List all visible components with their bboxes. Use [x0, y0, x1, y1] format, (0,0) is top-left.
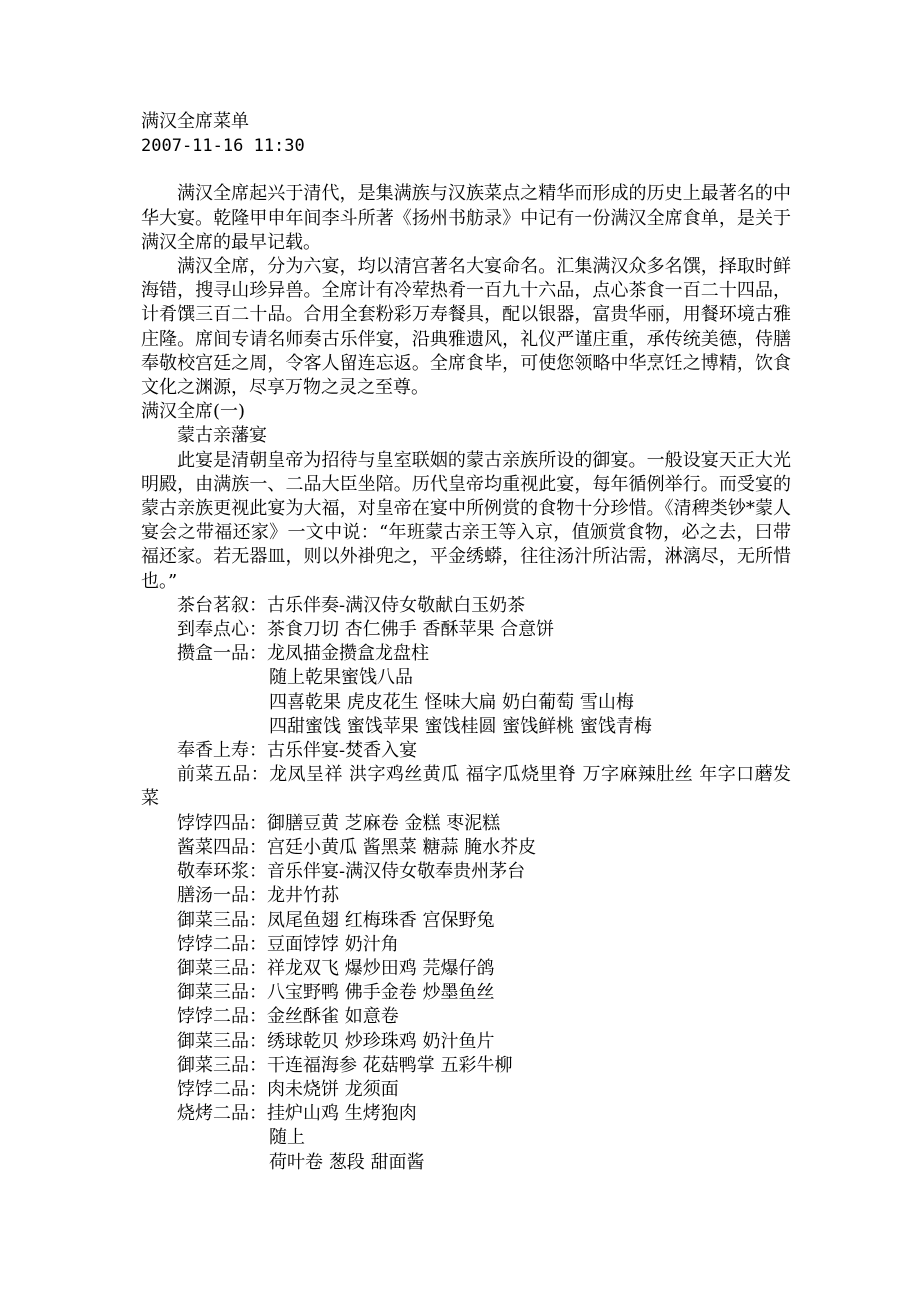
document-title: 满汉全席菜单	[141, 111, 249, 132]
menu-item-label: 酱菜四品：	[177, 836, 267, 858]
menu-item	[141, 909, 791, 933]
menu-item-dishes: 凤尾鱼翅 红梅珠香 宫保野兔	[267, 909, 495, 931]
menu-item-dishes: 龙井竹荪	[267, 885, 339, 907]
menu-item	[141, 1054, 791, 1078]
blank-line	[141, 158, 791, 182]
menu-item-dishes: 挂炉山鸡 生烤狍肉	[267, 1103, 417, 1125]
menu-item	[141, 836, 791, 860]
menu-item-label: 饽饽二品：	[177, 933, 267, 955]
menu-item-label: 饽饽二品：	[177, 1006, 267, 1028]
menu-item-label: 攒盒一品：	[177, 643, 267, 665]
menu-item-dishes: 茶食刀切 杏仁佛手 香酥苹果 合意饼	[267, 619, 555, 641]
menu-item-label: 饽饽四品：	[177, 812, 267, 834]
menu-item	[141, 739, 791, 763]
menu-item-dishes: 四喜乾果 虎皮花生 怪味大扁 奶白葡萄 雪山梅	[269, 691, 634, 713]
menu-item-label: 御菜三品：	[177, 957, 267, 979]
menu-item	[141, 884, 791, 908]
menu-item-dishes: 干连福海参 花菇鸭掌 五彩牛柳	[267, 1054, 513, 1076]
menu-item-label: 饽饽二品：	[177, 1078, 267, 1100]
banquet-description: 此宴是清朝皇帝为招待与皇室联姻的蒙古亲族所设的御宴。一般设宴天正大光明殿，由满族一、二品大臣坐陪。历代皇帝均重视此宴，每年循例举行。而受宴的蒙古亲族更视此宴为大福，对皇帝在宴中所例赏的食物十分珍惜。《清稗类钞*蒙人宴会之带福还家》一文中说：“年班蒙古亲王等入京，值颁赏食物，必之去，曰带福还家。若无器皿，则以外褂兜之，平金绣蟒，往往汤汁所沾需，淋漓尽，无所惜也。”	[141, 449, 791, 592]
menu-item	[141, 1005, 791, 1029]
menu-item-label: 到奉点心：	[177, 619, 267, 641]
menu-item	[141, 812, 791, 836]
menu-item	[141, 933, 791, 957]
document-page	[141, 110, 791, 1175]
menu-item	[141, 1102, 791, 1126]
menu-item-dishes: 随上乾果蜜饯八品	[269, 667, 413, 689]
menu-item	[141, 618, 791, 642]
menu-item-dishes: 祥龙双飞 爆炒田鸡 芫爆仔鸽	[267, 957, 495, 979]
menu-item-dishes: 荷叶卷 葱段 甜面酱	[269, 1151, 425, 1173]
menu-item-dishes: 龙凤呈祥 洪字鸡丝黄瓜 福字瓜烧里脊 万字麻辣肚丝 年字口蘑发菜	[141, 764, 792, 810]
post-datetime: 2007-11-16 11:30	[141, 136, 305, 157]
menu-item-label: 御菜三品：	[177, 909, 267, 931]
menu-item-dishes: 八宝野鸭 佛手金卷 炒墨鱼丝	[267, 982, 495, 1004]
menu-list	[141, 594, 791, 1175]
menu-item-continuation	[141, 1126, 791, 1150]
menu-item-continuation	[141, 691, 791, 715]
intro-paragraph-1: 满汉全席起兴于清代，是集满族与汉族菜点之精华而形成的历史上最著名的中华大宴。乾隆甲申年间李斗所著《扬州书舫录》中记有一份满汉全席食单，是关于满汉全席的最早记载。	[141, 183, 791, 253]
section-title: 满汉全席(一)	[141, 401, 246, 423]
menu-item	[141, 860, 791, 884]
menu-item-dishes: 肉未烧饼 龙须面	[267, 1078, 399, 1100]
menu-item-label: 前菜五品：	[177, 764, 270, 786]
menu-item-dishes: 四甜蜜饯 蜜饯苹果 蜜饯桂圆 蜜饯鲜桃 蜜饯青梅	[269, 715, 652, 737]
menu-item-wrapped	[141, 763, 791, 811]
intro-paragraph-2: 满汉全席，分为六宴，均以清宫著名大宴命名。汇集满汉众多名馔，择取时鲜海错，搜寻山珍异兽。全席计有冷荤热肴一百九十六品，点心茶食一百二十四品，计肴馔三百二十品。合用全套粉彩万寿餐具，配以银器，富贵华丽，用餐环境古雅庄隆。席间专请名师奏古乐伴宴，沿典雅遗风，礼仪严谨庄重，承传统美德，侍膳奉敬校宫廷之周，令客人留连忘返。全席食毕，可使您领略中华烹饪之博精，饮食文化之渊源，尽享万物之灵之至尊。	[141, 256, 791, 399]
menu-item	[141, 981, 791, 1005]
menu-item-dishes: 御膳豆黄 芝麻卷 金糕 枣泥糕	[267, 812, 501, 834]
menu-item-dishes: 古乐伴宴-焚香入宴	[267, 740, 418, 762]
menu-item-dishes: 绣球乾贝 炒珍珠鸡 奶汁鱼片	[267, 1030, 495, 1052]
menu-item-label: 御菜三品：	[177, 1054, 267, 1076]
menu-item-dishes: 古乐伴奏-满汉侍女敬献白玉奶茶	[267, 594, 526, 616]
menu-item-dishes: 音乐伴宴-满汉侍女敬奉贵州茅台	[267, 861, 526, 883]
menu-item	[141, 1030, 791, 1054]
banquet-name: 蒙古亲藩宴	[177, 425, 267, 447]
menu-item-dishes: 宫廷小黄瓜 酱黑菜 糖蒜 腌水芥皮	[267, 836, 537, 858]
menu-item-label: 膳汤一品：	[177, 885, 267, 907]
menu-item-dishes: 豆面饽饽 奶汁角	[267, 933, 399, 955]
menu-item-dishes: 龙凤描金攒盒龙盘柱	[267, 643, 429, 665]
menu-item	[141, 1078, 791, 1102]
menu-item-label: 奉香上寿：	[177, 740, 267, 762]
menu-item	[141, 642, 791, 666]
menu-item-dishes: 随上	[269, 1127, 305, 1149]
menu-item-label: 茶台茗叙：	[177, 594, 267, 616]
menu-item	[141, 957, 791, 981]
menu-item-label: 御菜三品：	[177, 1030, 267, 1052]
menu-item-label: 敬奉环浆：	[177, 861, 267, 883]
menu-item-continuation	[141, 666, 791, 690]
menu-item	[141, 594, 791, 618]
menu-item-label: 御菜三品：	[177, 982, 267, 1004]
menu-item-continuation	[141, 715, 791, 739]
menu-item-dishes: 金丝酥雀 如意卷	[267, 1006, 399, 1028]
menu-item-continuation	[141, 1151, 791, 1175]
menu-item-label: 烧烤二品：	[177, 1103, 267, 1125]
